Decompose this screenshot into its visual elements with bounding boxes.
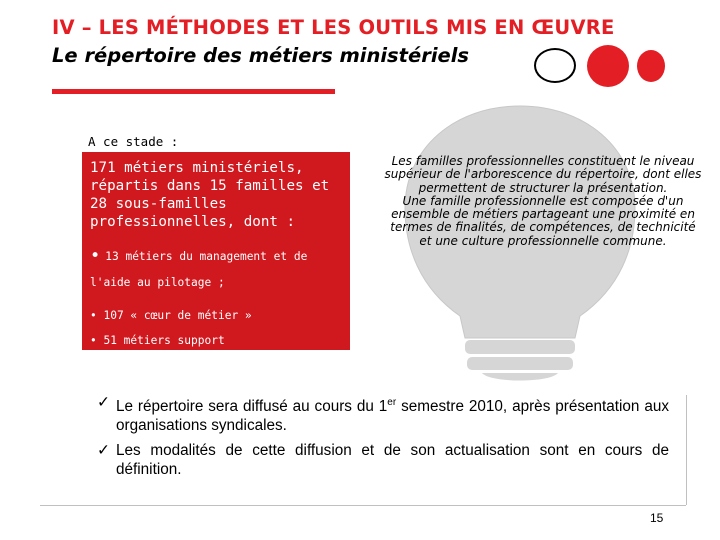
frame-line-right [686,395,687,505]
red-circle-decoration [587,45,629,87]
checkmark-icon: ✓ [97,442,110,460]
bullet-management-text: 13 métiers du management et de l'aide au pilotage ; [90,250,308,289]
familles-description [383,155,703,248]
page-number: 15 [650,511,664,525]
familles-definition: Les familles professionnelles constituent le niveau supérieur de l'arborescence du répertoire, dont elles permettent de structurer la présentation. [384,154,702,195]
checkmark-icon: ✓ [97,394,110,411]
stade-label: A ce stade : [88,134,179,149]
title-underline-bar [52,89,335,94]
famille-composition: Une famille professionnelle est composée d'un ensemble de métiers partageant une proximité en termes de finalités, de compétences, de technicité et une culture professionnelle commune. [390,193,696,248]
metiers-summary-box [82,152,350,350]
slide-title: IV – LES MÉTHODES ET LES OUTILS MIS EN ŒUVRE [52,16,615,39]
bullet-management [90,243,342,296]
bullet-dot: • [90,246,101,266]
red-circle-decoration-small [637,50,665,82]
bullet-support: • 51 métiers support [90,334,225,347]
frame-line-bottom [40,505,686,506]
diffusion-bullets [97,393,669,479]
slide-subtitle: Le répertoire des métiers ministériels [52,44,470,67]
bullet-coeur-metier: • 107 « cœur de métier » [90,309,252,322]
bullet-modalites: ✓ Les modalités de cette diffusion et de son actualisation sont en cours de définition. [97,442,669,479]
metiers-summary-text: 171 métiers ministériels, répartis dans 15 familles et 28 sous-familles professionnelles, dont : [90,160,330,230]
bullet-diffusion: ✓ Le répertoire sera diffusé au cours du 1er semestre 2010, après présentation aux organisations syndicales. [97,394,669,435]
outline-circle-decoration [534,48,576,83]
